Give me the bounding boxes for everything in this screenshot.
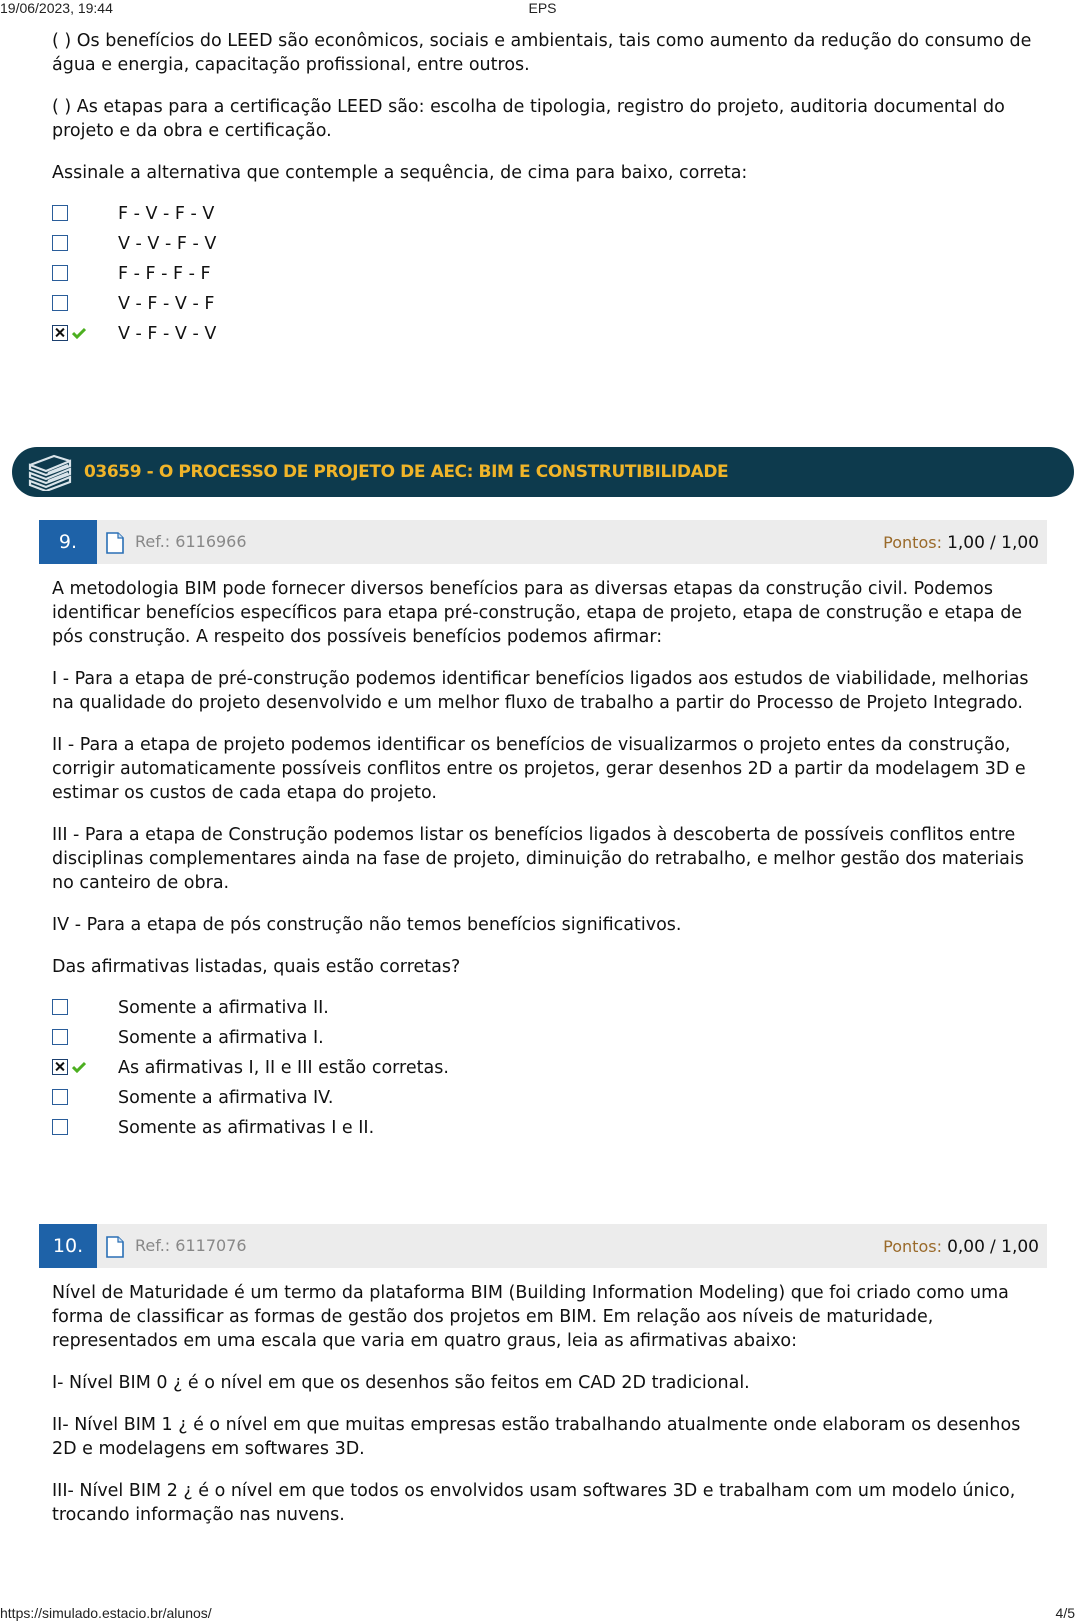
answer-option[interactable]: [52, 1023, 1037, 1053]
checkbox-icon[interactable]: [52, 999, 68, 1015]
score-max: / 1,00: [990, 533, 1039, 553]
print-page-number: 4/5: [1055, 1605, 1075, 1621]
option-label: Somente a afirmativa IV.: [118, 1088, 334, 1108]
question-9-body: [52, 577, 1037, 1143]
option-label: Somente as afirmativas I e II.: [118, 1118, 375, 1138]
paragraph: II - Para a etapa de projeto podemos identificar os benefícios de visualizarmos o projeto entes da construção, corrigir automaticamente possíveis conflitos entre os projetos, gerar desenhos 2D a partir da modelagem 3D e estimar os custos de cada etapa do projeto.: [52, 735, 1026, 803]
checkbox-icon[interactable]: [52, 295, 68, 311]
answer-option[interactable]: [52, 289, 1037, 319]
paragraph: I - Para a etapa de pré-construção podemos identificar benefícios ligados aos estudos de viabilidade, melhorias na qualidade do projeto desenvolvido e um melhor fluxo de trabalho a partir do Processo de Projeto Integrado.: [52, 669, 1029, 713]
option-label: As afirmativas I, II e III estão corretas.: [118, 1058, 449, 1078]
option-label: V - V - F - V: [118, 234, 217, 254]
paragraph: III- Nível BIM 2 ¿ é o nível em que todos os envolvidos usam softwares 3D e trabalham com um modelo único, trocando informação nas nuvens.: [52, 1481, 1016, 1525]
option-label: V - F - V - F: [118, 294, 215, 314]
score-max: / 1,00: [990, 1237, 1039, 1257]
score-value: 1,00: [947, 533, 985, 553]
books-icon: [26, 453, 74, 491]
paragraph: III - Para a etapa de Construção podemos listar os benefícios ligados à descoberta de possíveis conflitos entre disciplinas complementares ainda na fase de projeto, diminuição do retrabalho, e melhor gestão dos materiais no canteiro de obra.: [52, 825, 1024, 893]
checkbox-icon[interactable]: [52, 205, 68, 221]
question-ref: Ref.: 6116966: [135, 532, 247, 551]
document-icon[interactable]: [106, 1236, 124, 1258]
question-prompt: Assinale a alternativa que contemple a sequência, de cima para baixo, correta:: [52, 163, 748, 183]
section-banner: [12, 447, 1074, 497]
print-footer: [0, 1605, 1085, 1623]
question-score: [883, 1224, 1039, 1270]
question-8-tail: [52, 29, 1037, 349]
score-value: 0,00: [947, 1237, 985, 1257]
checked-checkbox-icon[interactable]: [52, 325, 68, 341]
answer-option[interactable]: [52, 1083, 1037, 1113]
question-10-header: [39, 1224, 1047, 1268]
question-10-body: [52, 1281, 1037, 1545]
paragraph: IV - Para a etapa de pós construção não temos benefícios significativos.: [52, 915, 682, 935]
question-number: 10.: [39, 1224, 97, 1268]
answer-options: [52, 199, 1037, 349]
paragraph: I- Nível BIM 0 ¿ é o nível em que os desenhos são feitos em CAD 2D tradicional.: [52, 1373, 750, 1393]
answer-option[interactable]: [52, 993, 1037, 1023]
question-9-header: [39, 520, 1047, 564]
statement: ( ) Os benefícios do LEED são econômicos, sociais e ambientais, tais como aumento da redução do consumo de água e energia, capacitação profissional, entre outros.: [52, 31, 1032, 75]
print-title: EPS: [528, 0, 557, 16]
checkbox-icon[interactable]: [52, 1029, 68, 1045]
score-label: Pontos:: [883, 1237, 942, 1256]
question-number: 9.: [39, 520, 97, 564]
paragraph: II- Nível BIM 1 ¿ é o nível em que muitas empresas estão trabalhando atualmente onde elaboram os desenhos 2D e modelagens em softwares 3D.: [52, 1415, 1021, 1459]
option-label: Somente a afirmativa I.: [118, 1028, 324, 1048]
paragraph: A metodologia BIM pode fornecer diversos benefícios para as diversas etapas da construção civil. Podemos identificar benefícios específicos para etapa pré-construção, etapa de projeto, etapa de construção e etapa de pós construção. A respeito dos possíveis benefícios podemos afirmar:: [52, 579, 1023, 647]
print-url: https://simulado.estacio.br/alunos/: [0, 1605, 212, 1621]
print-date: 19/06/2023, 19:44: [0, 0, 113, 16]
option-label: V - F - V - V: [118, 324, 217, 344]
print-header: [0, 0, 1085, 18]
answer-option-selected[interactable]: [52, 319, 1037, 349]
correct-check-icon: [72, 1061, 86, 1073]
checkbox-icon[interactable]: [52, 1089, 68, 1105]
answer-option[interactable]: [52, 259, 1037, 289]
document-icon[interactable]: [106, 532, 124, 554]
correct-check-icon: [72, 327, 86, 339]
paragraph: Nível de Maturidade é um termo da plataforma BIM (Building Information Modeling) que foi criado como uma forma de classificar as formas de gestão dos projetos em BIM. Em relação aos níveis de maturidade, representados em uma escala que varia em quatro graus, leia as afirmativas abaixo:: [52, 1283, 1009, 1351]
checkbox-icon[interactable]: [52, 265, 68, 281]
option-label: Somente a afirmativa II.: [118, 998, 329, 1018]
question-prompt: Das afirmativas listadas, quais estão corretas?: [52, 957, 461, 977]
answer-option[interactable]: [52, 1113, 1037, 1143]
question-score: [883, 520, 1039, 566]
checked-checkbox-icon[interactable]: [52, 1059, 68, 1075]
statement: ( ) As etapas para a certificação LEED são: escolha de tipologia, registro do projeto, auditoria documental do projeto e da obra e certificação.: [52, 97, 1005, 141]
score-label: Pontos:: [883, 533, 942, 552]
answer-option[interactable]: [52, 199, 1037, 229]
checkbox-icon[interactable]: [52, 1119, 68, 1135]
answer-option-selected[interactable]: [52, 1053, 1037, 1083]
option-label: F - V - F - V: [118, 204, 215, 224]
answer-option[interactable]: [52, 229, 1037, 259]
question-ref: Ref.: 6117076: [135, 1236, 247, 1255]
checkbox-icon[interactable]: [52, 235, 68, 251]
section-title: 03659 - O PROCESSO DE PROJETO DE AEC: BIM E CONSTRUTIBILIDADE: [84, 462, 729, 482]
answer-options: [52, 993, 1037, 1143]
option-label: F - F - F - F: [118, 264, 211, 284]
